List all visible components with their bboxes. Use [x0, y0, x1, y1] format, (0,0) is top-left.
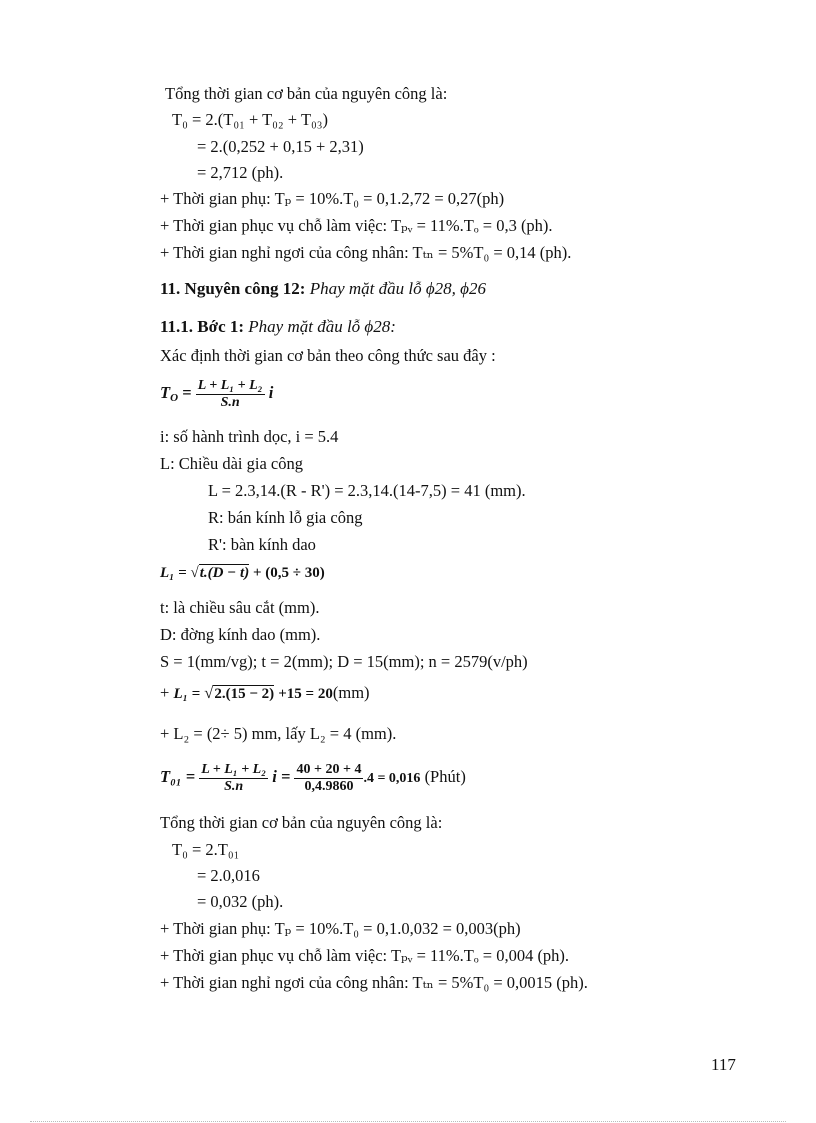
formula-to1-fraction: [199, 762, 268, 795]
formula-to1-values-numerator: 40 + 20 + 4: [296, 761, 362, 777]
formula-to1-values-fraction: [294, 762, 363, 795]
block2-title: Tổng thời gian cơ bản của nguyên công là:: [160, 813, 443, 832]
formula-to1-values-denominator: 0,4.9860: [304, 778, 354, 794]
block1-rest-time: + Thời gian nghỉ ngơi của công nhân: Tₜₙ = 5%T₀ = 0,14 (ph).: [160, 243, 572, 262]
formula-to1-numerator: L + L₁ + L₂: [201, 761, 267, 777]
formula-to1-denominator: S.n: [224, 778, 244, 794]
footer-divider: [30, 1121, 786, 1122]
formula-l1: L₁ = √t.(D − t) + (0,5 ÷ 30): [160, 565, 325, 581]
block1-service-time: + Thời gian phục vụ chỗ làm việc: Tₚᵥ = 11%.Tₒ = 0,3 (ph).: [160, 216, 553, 235]
formula-to-denominator: S.n: [220, 394, 240, 410]
l1-calc-prefix: +: [160, 683, 170, 702]
var-L-calc: L = 2.3,14.(R - R') = 2.3,14.(14-7,5) = 41 (mm).: [208, 481, 526, 500]
var-R-prime: R': bàn kính dao: [208, 535, 316, 554]
block1-eq3: = 2,712 (ph).: [197, 163, 284, 182]
block2-eq2: = 2.0,016: [197, 866, 260, 885]
block2-rest-time: + Thời gian nghỉ ngơi của công nhân: Tₜₙ = 5%T₀ = 0,0015 (ph).: [160, 973, 588, 992]
block2-eq1: T₀ = 2.T₀₁: [172, 840, 240, 859]
var-L: L: Chiều dài gia công: [160, 454, 303, 473]
var-D: D: đờng kính dao (mm).: [160, 625, 321, 644]
l1-calc-unit: (mm): [332, 683, 370, 702]
subsection-heading-label: 11.1. Bớc 1:: [160, 317, 245, 336]
intro-text: Xác định thời gian cơ bản theo công thức sau đây :: [160, 346, 496, 365]
params-line: S = 1(mm/vg); t = 2(mm); D = 15(mm); n = 2579(v/ph): [160, 652, 528, 671]
formula-to1-unit: (Phút): [424, 767, 466, 786]
block1-title: Tổng thời gian cơ bản của nguyên công là:: [165, 84, 448, 103]
formula-to-fraction: [196, 378, 265, 411]
formula-l1-root: t.(D − t): [199, 565, 250, 581]
block2-service-time: + Thời gian phục vụ chỗ làm việc: Tₚᵥ = 11%.Tₒ = 0,004 (ph).: [160, 946, 570, 965]
subsection-heading: [160, 317, 396, 337]
formula-to-tail: i: [268, 383, 274, 402]
l1-calc-root: 2.(15 − 2): [214, 686, 275, 702]
block1-eq2: = 2.(0,252 + 0,15 + 2,31): [197, 137, 364, 156]
formula-l1-tail: + (0,5 ÷ 30): [252, 565, 325, 581]
formula-to1: [160, 755, 466, 801]
l1-calc: + L₁ = √2.(15 − 2) +15 = 20(mm): [160, 683, 370, 702]
block1-eq1: T₀ = 2.(T₀₁ + T₀₂ + T₀₃): [172, 110, 329, 129]
var-i: i: số hành trình dọc, i = 5.4: [160, 427, 339, 446]
section-heading-label: 11. Nguyên công 12:: [160, 279, 306, 298]
var-t: t: là chiều sâu cắt (mm).: [160, 598, 320, 617]
var-R: R: bán kính lỗ gia công: [208, 508, 363, 527]
section-heading-title: Phay mặt đầu lỗ ϕ28, ϕ26: [309, 279, 486, 298]
formula-l1-lhs: L₁ =: [160, 565, 187, 581]
formula-to1-result: .4 = 0,016: [363, 771, 421, 786]
block2-eq3: = 0,032 (ph).: [197, 892, 284, 911]
block1-aux-time: + Thời gian phụ: Tₚ = 10%.T₀ = 0,1.2,72 = 0,27(ph): [160, 189, 505, 208]
page-number: 117: [711, 1055, 736, 1074]
formula-to1-lhs: T₀₁ =: [160, 767, 196, 786]
formula-to-numerator: L + L₁ + L₂: [197, 377, 263, 393]
section-heading: [160, 279, 486, 299]
formula-to1-mid: i =: [272, 767, 291, 786]
l1-calc-tail: +15 = 20: [278, 686, 333, 702]
formula-to: [160, 373, 273, 418]
block2-aux-time: + Thời gian phụ: Tₚ = 10%.T₀ = 0,1.0,032 = 0,003(ph): [160, 919, 521, 938]
formula-to-lhs: $T_O$ =: [160, 383, 192, 404]
l2-line: + L₂ = (2÷ 5) mm, lấy L₂ = 4 (mm).: [160, 724, 397, 743]
subsection-heading-title: Phay mặt đầu lỗ ϕ28:: [248, 317, 396, 336]
l1-calc-lhs: L₁ =: [173, 686, 201, 702]
